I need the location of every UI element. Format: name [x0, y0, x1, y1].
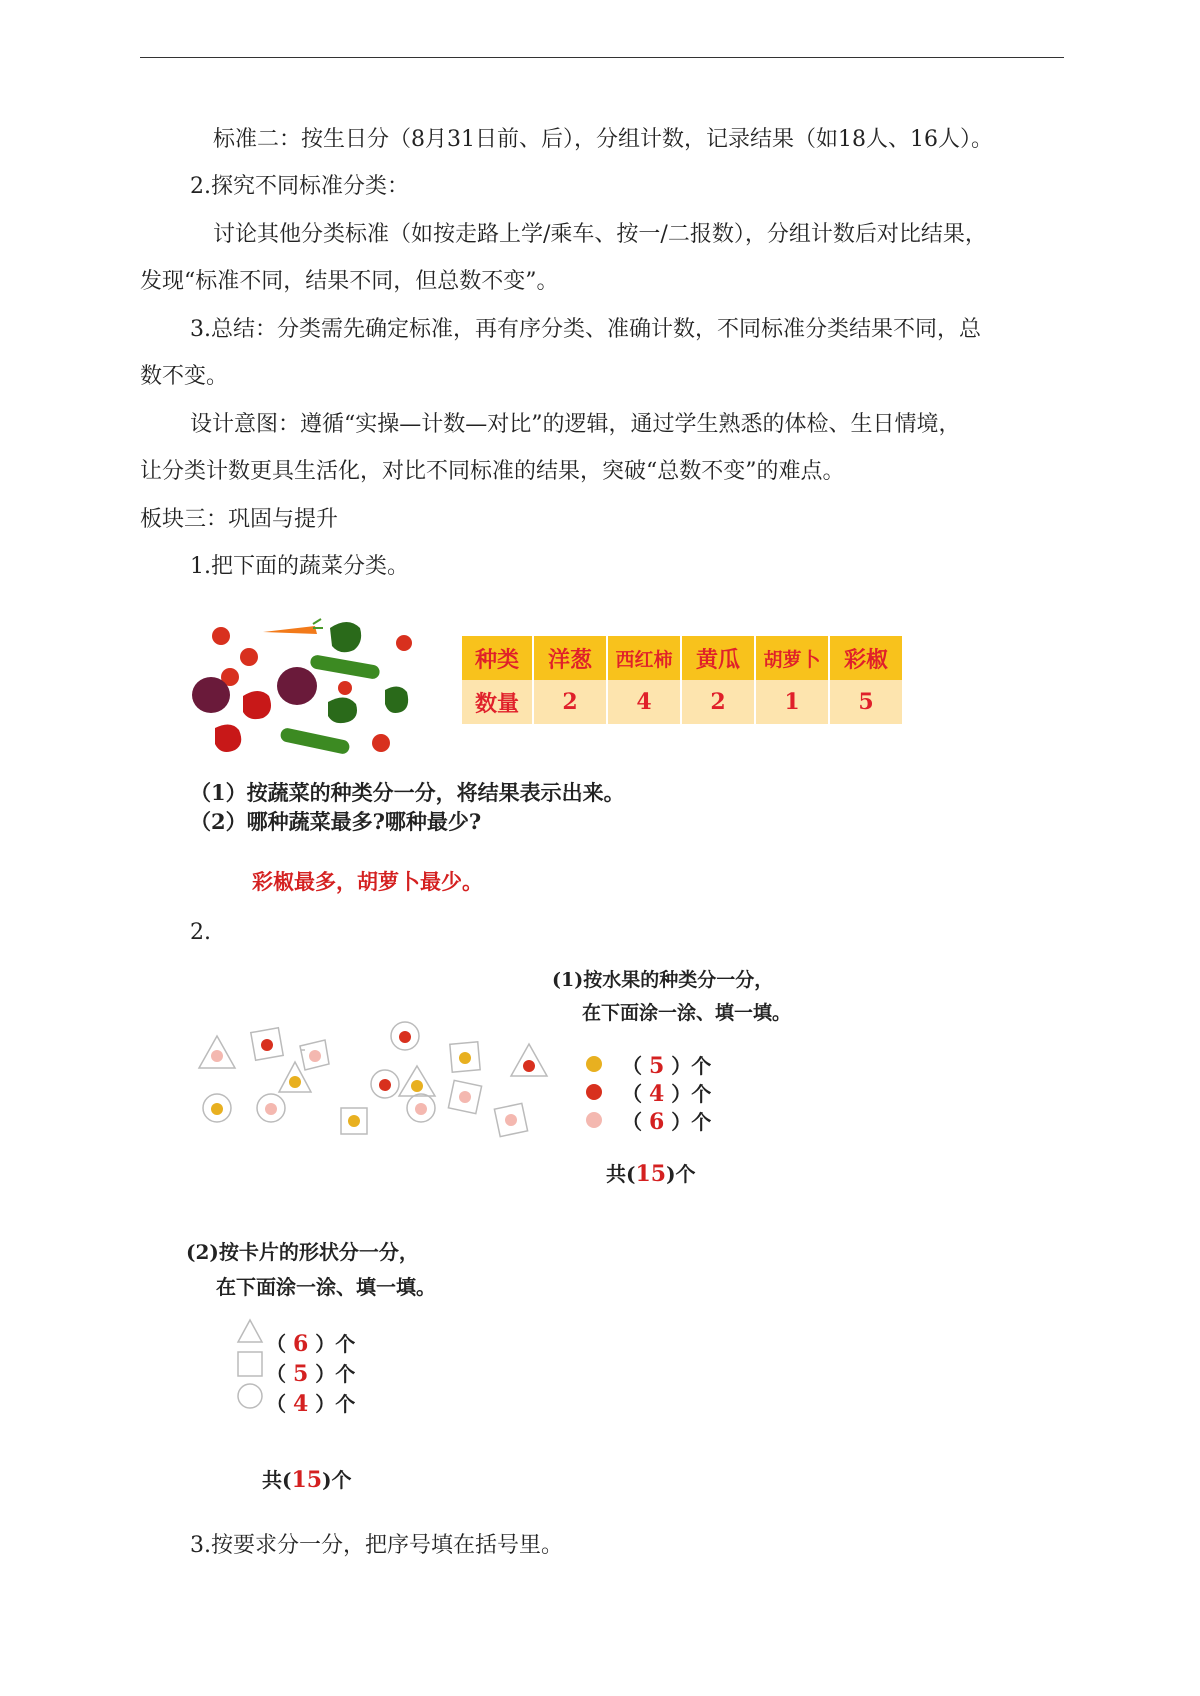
fruit-cards-picture: [195, 1020, 555, 1140]
square-icon: [238, 1352, 262, 1376]
fruit-count-row-pear: （ 5 ）个: [622, 1053, 712, 1079]
table-count-cell: 4: [607, 680, 681, 724]
table-header-cell: 黄瓜: [681, 636, 755, 680]
shape-count-row-triangle: （ 6 ）个: [266, 1331, 356, 1357]
shape-instruction-line2: 在下面涂一涂、填一填。: [216, 1275, 436, 1299]
table-count-cell: 5: [829, 680, 903, 724]
apple-icon: [586, 1084, 602, 1100]
shape-count-row-circle: （ 4 ）个: [266, 1391, 356, 1417]
table-header-cell: 彩椒: [829, 636, 903, 680]
table-count-cell: 数量: [462, 680, 533, 724]
vegetables-picture: [185, 610, 415, 770]
question-two: （2）哪种蔬菜最多?哪种最少?: [190, 809, 482, 834]
paragraph-summary-line2: 数不变。: [140, 364, 229, 389]
table-count-cell: 1: [755, 680, 829, 724]
shape-instruction-line1: (2)按卡片的形状分一分，: [186, 1240, 419, 1264]
table-count-cell: 2: [533, 680, 607, 724]
table-header-cell: 西红柿: [607, 636, 681, 680]
shape-count-value: 4: [292, 1391, 309, 1417]
table-header-cell: 种类: [462, 636, 533, 680]
paragraph-standard-two: 标准二：按生日分（8月31日前、后），分组计数，记录结果（如18人、16人）。: [213, 127, 993, 152]
table-header-cell: 胡萝卜: [755, 636, 829, 680]
paragraph-intent-line2: 让分类计数更具生活化，对比不同标准的结果，突破“总数不变”的难点。: [140, 459, 845, 484]
paragraph-discuss-line1: 讨论其他分类标准（如按走路上学/乘车、按一/二报数），分组计数后对比结果，: [213, 222, 987, 247]
shape-count-value: 6: [292, 1331, 309, 1357]
pear-icon: [586, 1056, 602, 1072]
answer-two: 彩椒最多，胡萝卜最少。: [252, 869, 483, 894]
question-one: （1）按蔬菜的种类分一分，将结果表示出来。: [190, 780, 625, 805]
fruit-instruction-line2: 在下面涂一涂、填一填。: [582, 1002, 792, 1024]
section-three-heading: 板块三：巩固与提升: [140, 507, 339, 532]
table-header-cell: 洋葱: [533, 636, 607, 680]
shape-legend-icons: [236, 1318, 266, 1412]
fruit-count-row-peach: （ 6 ）个: [622, 1109, 712, 1135]
triangle-icon: [238, 1320, 262, 1342]
fruit-count-value: 5: [648, 1053, 665, 1079]
vegetable-count-table: [462, 636, 904, 724]
paragraph-explore-heading: 2.探究不同标准分类：: [190, 174, 409, 199]
exercise-two-heading: 2.: [190, 920, 211, 945]
fruit-count-value: 6: [648, 1109, 665, 1135]
exercise-three-heading: 3.按要求分一分，把序号填在括号里。: [190, 1533, 563, 1558]
fruit-legend-icons: [580, 1050, 610, 1140]
paragraph-intent-line1: 设计意图：遵循“实操—计数—对比”的逻辑，通过学生熟悉的体检、生日情境，: [190, 412, 961, 437]
paragraph-summary-line1: 3.总结：分类需先确定标准，再有序分类、准确计数，不同标准分类结果不同，总: [190, 317, 981, 342]
shape-total: 共(15)个: [262, 1467, 352, 1493]
paragraph-discuss-line2: 发现“标准不同，结果不同，但总数不变”。: [140, 269, 559, 294]
table-count-cell: 2: [681, 680, 755, 724]
exercise-one-heading: 1.把下面的蔬菜分类。: [190, 554, 409, 579]
fruit-instruction-line1: (1)按水果的种类分一分，: [552, 969, 774, 991]
fruit-total: 共(15)个: [606, 1161, 696, 1187]
peach-icon: [586, 1112, 602, 1128]
fruit-count-row-apple: （ 4 ）个: [622, 1081, 712, 1107]
circle-icon: [238, 1384, 262, 1408]
shape-count-value: 5: [292, 1361, 309, 1387]
shape-count-row-square: （ 5 ）个: [266, 1361, 356, 1387]
fruit-count-value: 4: [648, 1081, 665, 1107]
header-rule: [140, 57, 1064, 58]
